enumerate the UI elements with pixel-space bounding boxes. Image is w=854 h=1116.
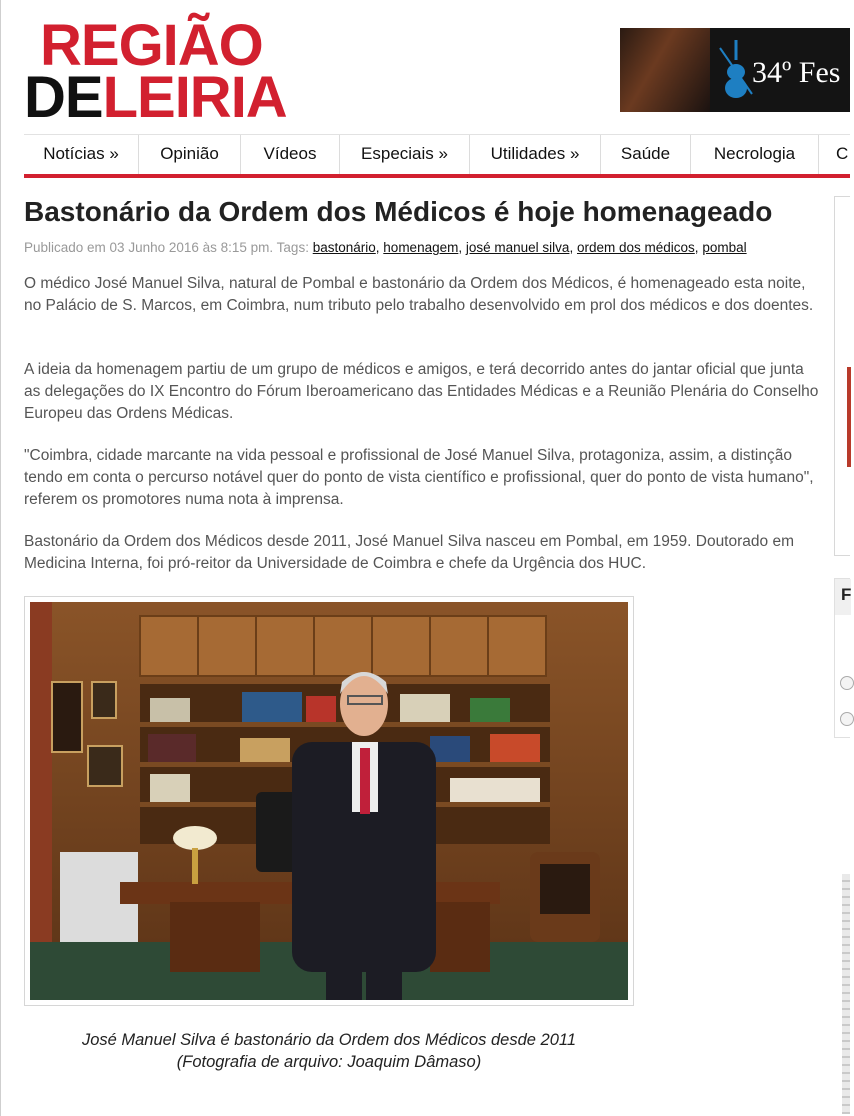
site-logo[interactable] [24, 13, 287, 130]
article-meta [24, 240, 747, 255]
sidebar-ad-fragment [842, 874, 850, 1114]
nav-item-more[interactable]: C [836, 144, 849, 163]
caption-line: José Manuel Silva é bastonário da Ordem dos Médicos desde 2011 [81, 1031, 577, 1049]
nav-item-opiniao[interactable]: Opinião [139, 135, 241, 174]
tag-link[interactable]: pombal [702, 240, 747, 255]
logo-leiria: LEIRIA [102, 65, 287, 130]
caption-line: (Fotografia de arquivo: Joaquim Dâmaso) [176, 1053, 482, 1071]
sidebar-panel [834, 196, 850, 556]
poll-radio-option[interactable] [840, 712, 854, 726]
tag-link[interactable]: bastonário [312, 240, 376, 255]
main-navigation [24, 134, 850, 178]
tag-link[interactable]: josé manuel silva [465, 240, 570, 255]
violin-icon [716, 38, 756, 102]
nav-item-utilidades[interactable]: Utilidades » [470, 135, 601, 174]
tag-separator: , [458, 240, 463, 255]
tag-separator: , [569, 240, 574, 255]
nav-item-videos[interactable]: Vídeos [241, 135, 340, 174]
festival-banner-ad[interactable] [620, 28, 850, 112]
article-paragraph: Bastonário da Ordem dos Médicos desde 2011, José Manuel Silva nasceu em Pombal, em 1959. Doutorado em Medicina Interna, foi pró-reitor da Universidade de Coimbra e chefe da Urgência dos HUC. [24, 533, 794, 572]
office-portrait-illustration [30, 602, 628, 1000]
sidebar-box-heading: F [835, 579, 851, 615]
logo-line-de-leiria [24, 65, 287, 130]
poll-radio-option[interactable] [840, 676, 854, 690]
page-left-border [0, 0, 1, 1116]
tag-separator: , [694, 240, 699, 255]
article-paragraph: A ideia da homenagem partiu de um grupo de médicos e amigos, e terá decorrido antes do jantar oficial que junta as delegações do IX Encontro do Fórum Iberoamericano das Entidades Médicas e a Reunião Plenária do Conselho Europeu das Ordens Médicas. [24, 361, 819, 422]
tag-separator: , [375, 240, 380, 255]
violinist-photo [620, 28, 710, 112]
nav-item-necrologia[interactable]: Necrologia [691, 135, 819, 174]
logo-de: DE [24, 65, 103, 130]
article-title: Bastonário da Ordem dos Médicos é hoje homenageado [24, 196, 773, 227]
article-photo [30, 602, 628, 1000]
publish-info: Publicado em 03 Junho 2016 às 8:15 pm. Tags: [24, 240, 309, 255]
article-paragraph: O médico José Manuel Silva, natural de Pombal e bastonário da Ordem dos Médicos, é homenageado esta noite, no Palácio de S. Marcos, em Coimbra, num tributo pelo trabalho desenvolvido em prol dos médicos e dos doentes. [24, 275, 814, 314]
nav-item-saude[interactable]: Saúde [601, 135, 691, 174]
sidebar-image-fragment [847, 367, 851, 467]
nav-item-noticias[interactable]: Notícias » [24, 135, 139, 174]
tag-link[interactable]: homenagem [383, 240, 459, 255]
logo-line-regiao: REGIÃO [40, 13, 263, 78]
tag-link[interactable]: ordem dos médicos [576, 240, 695, 255]
nav-item-especiais[interactable]: Especiais » [340, 135, 470, 174]
article-paragraph: "Coimbra, cidade marcante na vida pessoal e profissional de José Manuel Silva, protagoniza, assim, a distinção tendo em conta o percurso notável quer do ponto de vista científico e profissional, quer do ponto de vista humano", referem os promotores numa nota à imprensa. [24, 447, 814, 508]
photo-caption [24, 1029, 634, 1073]
article-photo-frame [24, 596, 634, 1006]
banner-text: 34º Fes [752, 56, 841, 89]
